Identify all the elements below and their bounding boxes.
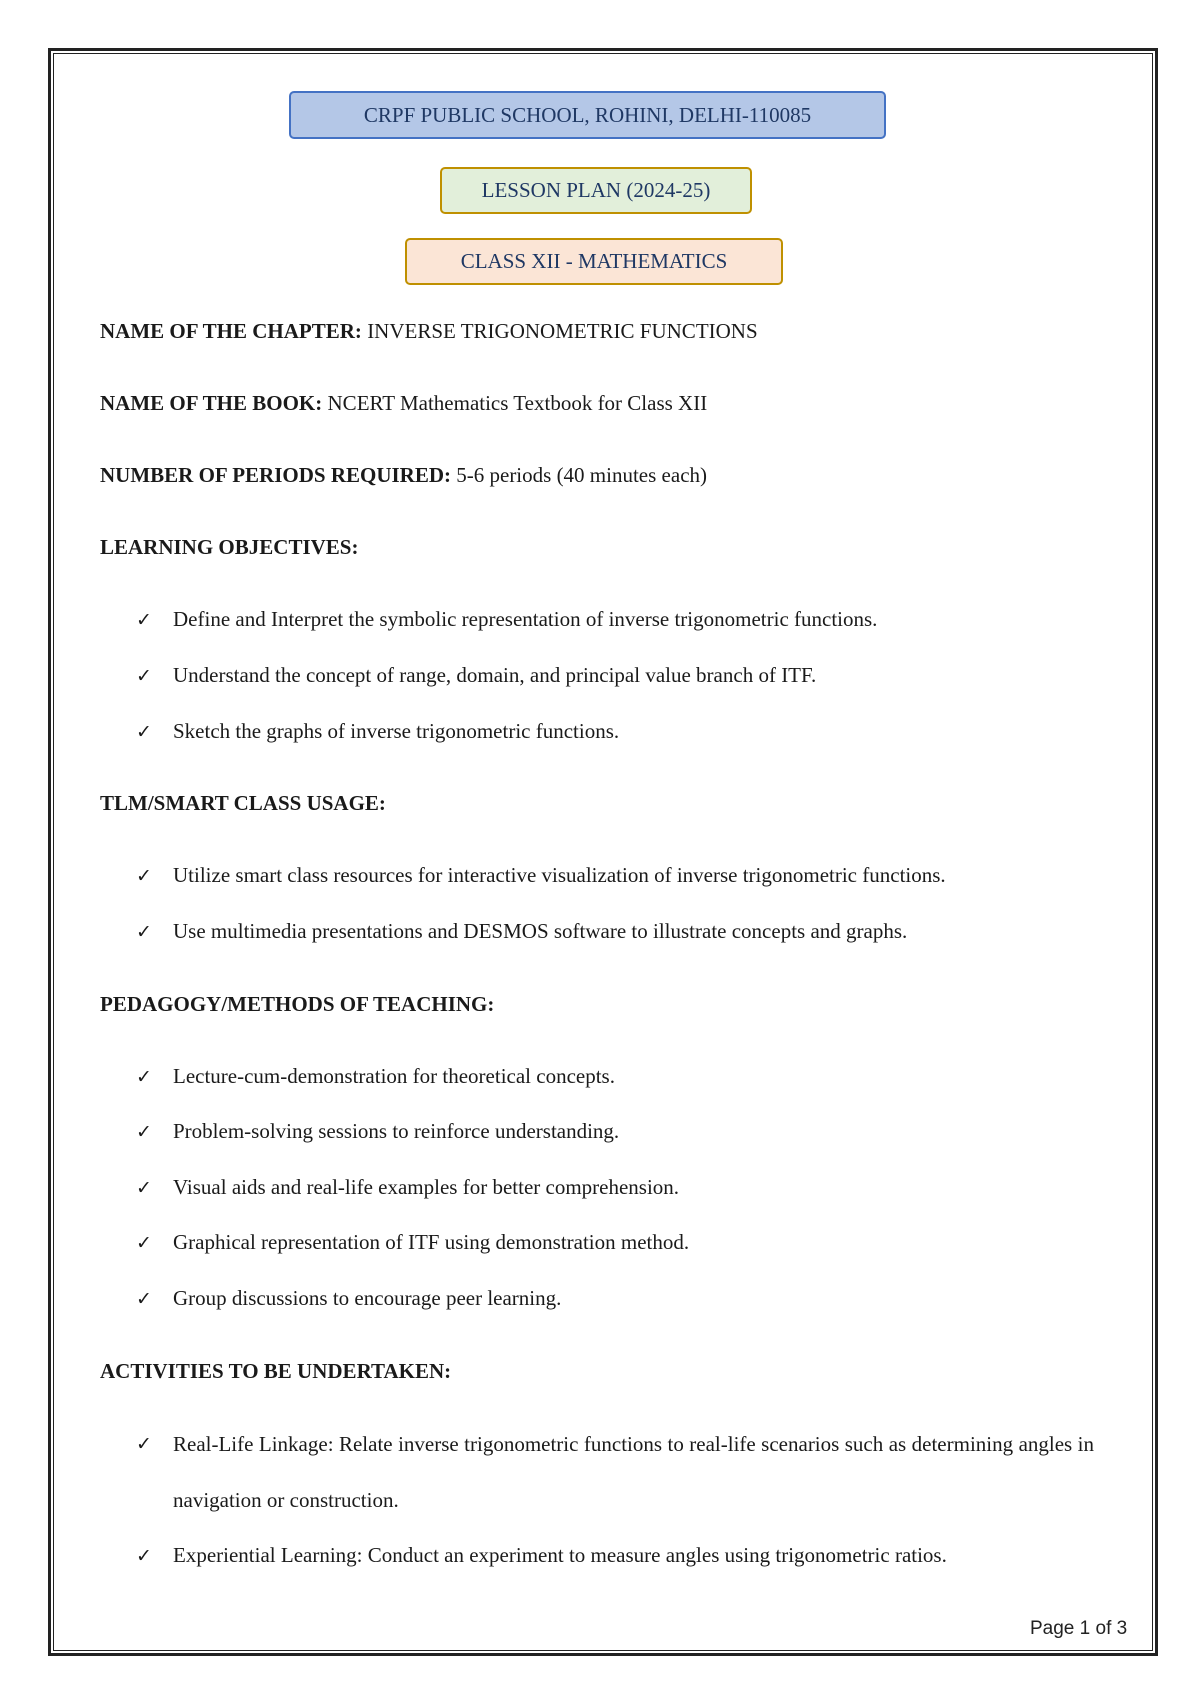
chapter-label: NAME OF THE CHAPTER: bbox=[100, 319, 362, 343]
lesson-plan-title: LESSON PLAN (2024-25) bbox=[481, 178, 711, 202]
list-item: ✓ Visual aids and real-life examples for better comprehension. bbox=[136, 1175, 680, 1199]
book-label: NAME OF THE BOOK: bbox=[100, 391, 323, 415]
chapter-value: INVERSE TRIGONOMETRIC FUNCTIONS bbox=[367, 319, 758, 343]
check-icon: ✓ bbox=[136, 1545, 152, 1567]
school-name: CRPF PUBLIC SCHOOL, ROHINI, DELHI-110085 bbox=[363, 102, 812, 127]
check-icon: ✓ bbox=[136, 609, 152, 631]
chapter-line bbox=[100, 319, 758, 344]
check-icon: ✓ bbox=[136, 1121, 152, 1143]
book-line bbox=[100, 391, 707, 416]
page-number: Page 1 of 3 bbox=[1030, 1618, 1128, 1639]
list-item: ✓ Lecture-cum-demonstration for theoretical concepts. bbox=[136, 1064, 615, 1088]
pedagogy-heading: PEDAGOGY/METHODS OF TEACHING: bbox=[100, 992, 495, 1016]
check-icon: ✓ bbox=[136, 1066, 152, 1088]
page-inner-border bbox=[53, 53, 1153, 1651]
check-icon: ✓ bbox=[136, 865, 152, 887]
periods-line bbox=[100, 463, 707, 488]
list-item: ✓ Group discussions to encourage peer learning. bbox=[136, 1286, 562, 1310]
objectives-heading: LEARNING OBJECTIVES: bbox=[100, 535, 359, 559]
book-value: NCERT Mathematics Textbook for Class XII bbox=[327, 391, 708, 415]
list-item: ✓ Understand the concept of range, domain, and principal value branch of ITF. bbox=[136, 663, 817, 687]
check-icon: ✓ bbox=[136, 1433, 152, 1455]
periods-value: 5-6 periods (40 minutes each) bbox=[456, 463, 708, 487]
periods-label: NUMBER OF PERIODS REQUIRED: bbox=[100, 463, 451, 487]
class-subject-title: CLASS XII - MATHEMATICS bbox=[460, 249, 728, 273]
list-item: ✓ Sketch the graphs of inverse trigonometric functions. bbox=[136, 719, 620, 743]
list-item: ✓ Define and Interpret the symbolic representation of inverse trigonometric functions. bbox=[136, 607, 878, 631]
check-icon: ✓ bbox=[136, 1288, 152, 1310]
class-subject-banner bbox=[405, 238, 783, 285]
list-item: ✓ Use multimedia presentations and DESMOS software to illustrate concepts and graphs. bbox=[136, 919, 908, 943]
list-item: ✓ Utilize smart class resources for interactive visualization of inverse trigonometric functions. bbox=[136, 863, 946, 887]
list-item: ✓ Experiential Learning: Conduct an experiment to measure angles using trigonometric ratios. bbox=[136, 1543, 947, 1567]
list-item: ✓ Real-Life Linkage: Relate inverse trigonometric functions to real-life scenarios such as determining angles in navigation or construction. bbox=[136, 1416, 1094, 1528]
activities-heading: ACTIVITIES TO BE UNDERTAKEN: bbox=[100, 1359, 452, 1383]
list-item: ✓ Problem-solving sessions to reinforce understanding. bbox=[136, 1119, 620, 1143]
check-icon: ✓ bbox=[136, 1177, 152, 1199]
check-icon: ✓ bbox=[136, 721, 152, 743]
check-icon: ✓ bbox=[136, 1232, 152, 1254]
list-item: ✓ Graphical representation of ITF using demonstration method. bbox=[136, 1230, 690, 1254]
lesson-plan-banner bbox=[440, 167, 752, 214]
check-icon: ✓ bbox=[136, 921, 152, 943]
tlm-heading: TLM/SMART CLASS USAGE: bbox=[100, 791, 386, 815]
check-icon: ✓ bbox=[136, 665, 152, 687]
school-name-banner bbox=[289, 91, 886, 139]
